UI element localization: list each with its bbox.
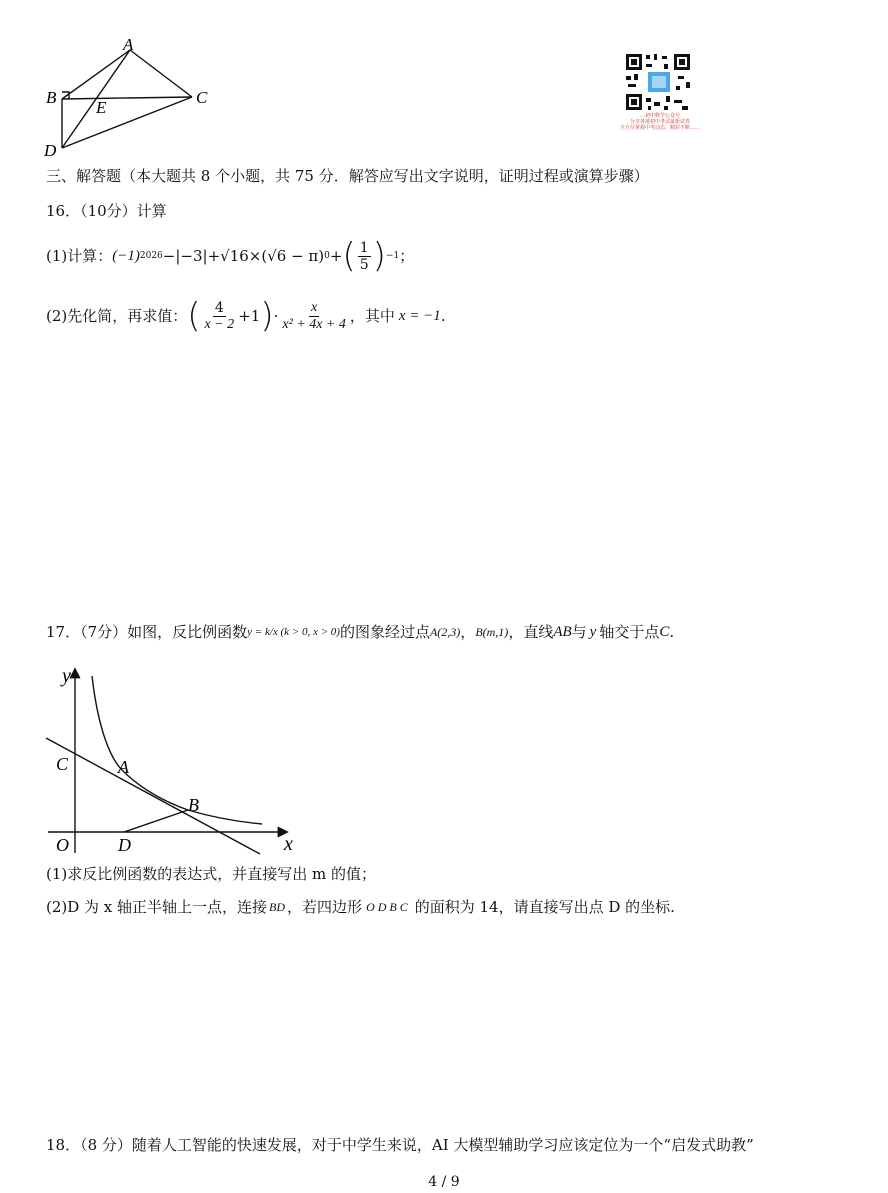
label-a: A (118, 757, 129, 777)
q16-part2: (2)先化简，再求值： ( $\frac{4}{x - 2}$ +1 ) · $\frac{x}{\text{x² + 4x + 4}}$ ，其中 x = −1 . (46, 296, 446, 336)
section-title: 三、解答题（本大题共 8 个小题，共 75 分．解答应写出文字说明，证明过程或演算步骤） (46, 167, 649, 185)
label-a: A (123, 36, 134, 54)
qr-caption: …初中数学公众号 分享各地初中考试最新试卷 全方位掌握中考动态，精彩不断…… (619, 113, 700, 131)
label-c: C (56, 754, 69, 774)
line-ab (46, 738, 260, 854)
q17-header: 17．（7分）如图，反比例函数 y = k/x (k > 0, x > 0) 的图象经过点 A(2,3) ， B(m,1) ，直线 AB 与 y 轴交于点 C . (46, 623, 675, 641)
hyperbola-curve (92, 676, 262, 824)
label-b: B (188, 795, 199, 815)
q16-header: 16．（10分）计算 (46, 202, 167, 220)
q17-part1: (1)求反比例函数的表达式，并直接写出 m 的值； (46, 865, 377, 883)
label-o: O (56, 835, 69, 855)
q17-part2: (2)D 为 x 轴正半轴上一点，连接 BD ，若四边形 ODBC 的面积为 14，请直接写出点 D 的坐标. (46, 898, 675, 916)
label-d: D (44, 141, 57, 160)
triangle-figure (40, 36, 230, 162)
label-x: x (284, 833, 293, 855)
segment-bd (124, 810, 188, 832)
label-b: B (46, 88, 57, 107)
fraction-x-over-quadratic: $\frac{x}{\text{x² + 4x + 4}}$ (282, 299, 346, 332)
q16-part1: (1)计算： (−1) 2026 −|−3|+ √16 ×(√6 − π) 0 + ( $\frac{1}{5}$ ) −1 ； (46, 236, 415, 276)
function-graph (40, 658, 300, 858)
label-e: E (96, 98, 107, 117)
q18-text: 18．（8 分）随着人工智能的快速发展，对于中学生来说，AI 大模型辅助学习应该定位为一个“启发式助教” (46, 1136, 754, 1154)
fraction-one-fifth: $\frac{1}{5}$ (359, 239, 369, 273)
qr-code (624, 52, 692, 112)
label-c: C (196, 88, 208, 107)
page-number: 4 / 9 (428, 1174, 460, 1190)
label-d: D (118, 835, 131, 855)
fraction-4-over-x-minus-2: $\frac{4}{x - 2}$ (204, 299, 235, 332)
label-y: y (62, 665, 71, 687)
function-expression: y = k/x (k > 0, x > 0) (247, 626, 340, 638)
